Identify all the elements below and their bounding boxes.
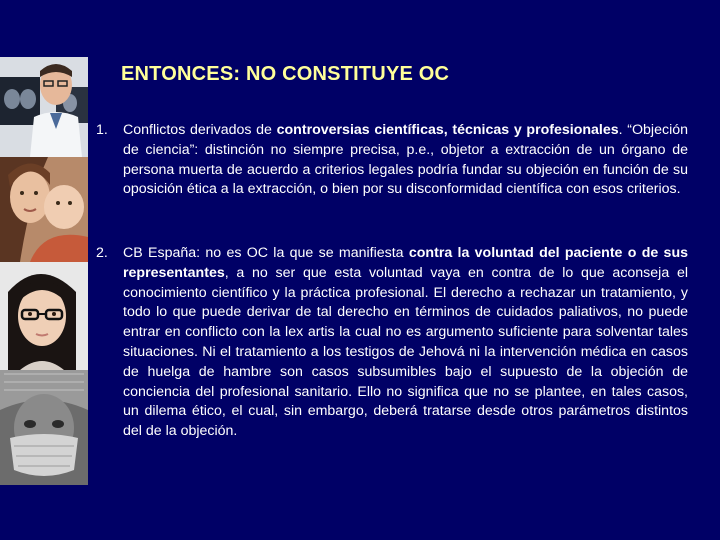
list-item-text-part: CB España: no es OC la que se manifiesta [123, 245, 409, 261]
list-item-text [123, 244, 688, 442]
woman-glasses-photo [0, 262, 88, 370]
list-item-text-part: , a no ser que esta voluntad vaya en contra de lo que aconseja el conocimiento científico y la práctica profesional. El derecho a rechazar un tratamiento, y todo lo que puede derivar de tal derecho en términos de cuidados paliativos, no puede entrar en conflicto con la lex artis la cual no es argumento suficiente para solventar tales situaciones. Ni el tratamiento a los testigos de Jehová ni la intervención médica en casos de huelga de hambre son casos subsumibles bajo el supuesto de la objeción de conciencia del profesional sanitario. Ello no significa que no se plantee, en tales casos, un dilema ético, el cual, sin embargo, deberá tratarse desde otros parámetros distintos del de la objeción. [123, 264, 688, 440]
list-item-bold-phrase: contra la voluntad del paciente o de sus representantes [123, 245, 689, 281]
list-item-bold-phrase: controversias científicas, técnicas y profesionales [276, 122, 619, 138]
list-item-text-part: . “Objeción de ciencia”: distinción no siempre precisa, p.e., objetor a extracción de un órgano de persona muerta de acuerdo a criterios legales podría fundar su objeción en función de su oposición ética a la extracción, o bien por su disconformidad científica con esos criterios. [123, 122, 688, 198]
list-item-number: 2. [96, 245, 108, 261]
list-item-text [123, 121, 688, 200]
slide-title: ENTONCES: NO CONSTITUYE OC [121, 63, 450, 85]
doctor-xray-photo [0, 57, 88, 157]
list-item-2 [96, 244, 688, 442]
photo-strip [0, 57, 88, 485]
list-item-text-part: Conflictos derivados de [123, 122, 277, 138]
list-item-number: 1. [96, 122, 108, 138]
masked-surgeon-photo [0, 370, 88, 485]
list-item-1 [96, 121, 688, 200]
mother-baby-photo [0, 157, 88, 262]
